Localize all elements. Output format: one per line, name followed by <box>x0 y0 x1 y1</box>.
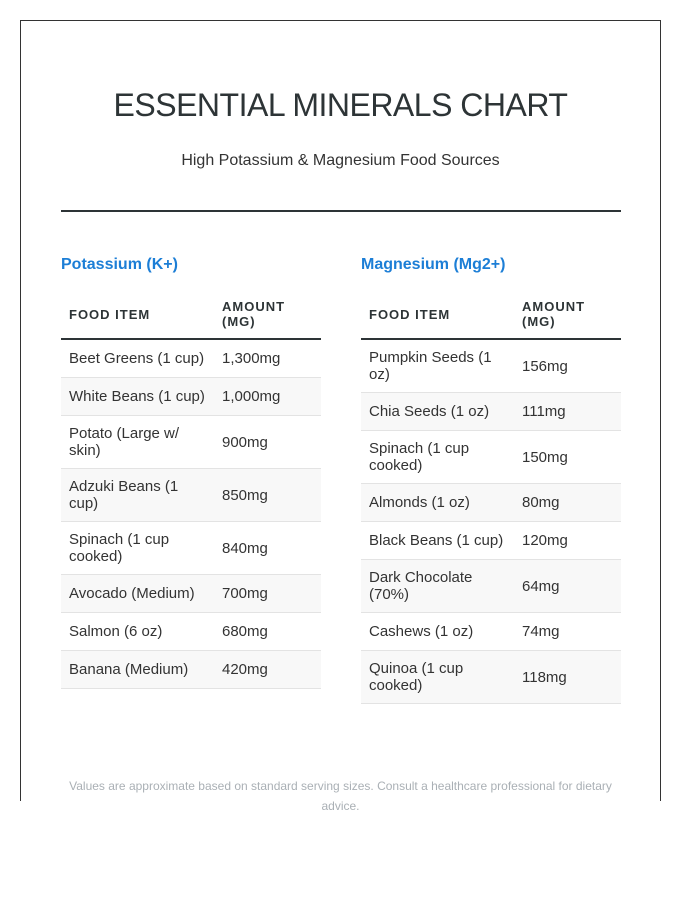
potassium-table <box>61 290 321 689</box>
table-row <box>61 651 321 689</box>
table-row <box>61 416 321 469</box>
table-row <box>61 522 321 575</box>
food-cell: Potato (Large w/ skin) <box>61 416 214 469</box>
table-row <box>61 378 321 416</box>
header-divider <box>61 210 621 212</box>
table-row <box>361 339 621 393</box>
magnesium-table <box>361 290 621 704</box>
table-row <box>361 522 621 560</box>
table-row <box>361 613 621 651</box>
potassium-section <box>61 255 321 689</box>
magnesium-section <box>361 255 621 704</box>
amount-cell: 700mg <box>214 575 321 613</box>
food-cell: Beet Greens (1 cup) <box>61 339 214 378</box>
disclaimer-note: Values are approximate based on standard serving sizes. Consult a healthcare professional for dietary advice. <box>69 779 612 813</box>
food-cell: Spinach (1 cup cooked) <box>61 522 214 575</box>
column-header-food: FOOD ITEM <box>361 290 514 339</box>
table-row <box>361 431 621 484</box>
page-title: ESSENTIAL MINERALS CHART <box>113 87 568 123</box>
table-header-row <box>361 290 621 339</box>
amount-cell: 1,000mg <box>214 378 321 416</box>
food-cell: Almonds (1 oz) <box>361 484 514 522</box>
food-cell: White Beans (1 cup) <box>61 378 214 416</box>
amount-cell: 80mg <box>514 484 621 522</box>
amount-cell: 118mg <box>514 651 621 704</box>
table-row <box>361 393 621 431</box>
food-cell: Salmon (6 oz) <box>61 613 214 651</box>
food-cell: Black Beans (1 cup) <box>361 522 514 560</box>
page-subtitle: High Potassium & Magnesium Food Sources <box>181 152 500 169</box>
food-cell: Spinach (1 cup cooked) <box>361 431 514 484</box>
amount-cell: 850mg <box>214 469 321 522</box>
column-header-food: FOOD ITEM <box>61 290 214 339</box>
table-row <box>61 469 321 522</box>
food-cell: Cashews (1 oz) <box>361 613 514 651</box>
amount-cell: 74mg <box>514 613 621 651</box>
food-cell: Dark Chocolate (70%) <box>361 560 514 613</box>
table-row <box>361 651 621 704</box>
food-cell: Adzuki Beans (1 cup) <box>61 469 214 522</box>
magnesium-heading: Magnesium (Mg2+) <box>361 256 506 273</box>
food-cell: Avocado (Medium) <box>61 575 214 613</box>
table-row <box>361 484 621 522</box>
table-header-row <box>61 290 321 339</box>
amount-cell: 1,300mg <box>214 339 321 378</box>
amount-cell: 111mg <box>514 393 621 431</box>
table-row <box>61 613 321 651</box>
potassium-heading: Potassium (K+) <box>61 256 178 273</box>
amount-cell: 150mg <box>514 431 621 484</box>
column-header-amount: AMOUNT (MG) <box>214 290 321 339</box>
table-row <box>61 575 321 613</box>
food-cell: Quinoa (1 cup cooked) <box>361 651 514 704</box>
amount-cell: 64mg <box>514 560 621 613</box>
amount-cell: 680mg <box>214 613 321 651</box>
amount-cell: 420mg <box>214 651 321 689</box>
amount-cell: 120mg <box>514 522 621 560</box>
table-row <box>61 339 321 378</box>
amount-cell: 840mg <box>214 522 321 575</box>
amount-cell: 156mg <box>514 339 621 393</box>
column-header-amount: AMOUNT (MG) <box>514 290 621 339</box>
table-row <box>361 560 621 613</box>
food-cell: Pumpkin Seeds (1 oz) <box>361 339 514 393</box>
minerals-chart-sheet <box>20 20 661 813</box>
food-cell: Chia Seeds (1 oz) <box>361 393 514 431</box>
amount-cell: 900mg <box>214 416 321 469</box>
food-cell: Banana (Medium) <box>61 651 214 689</box>
